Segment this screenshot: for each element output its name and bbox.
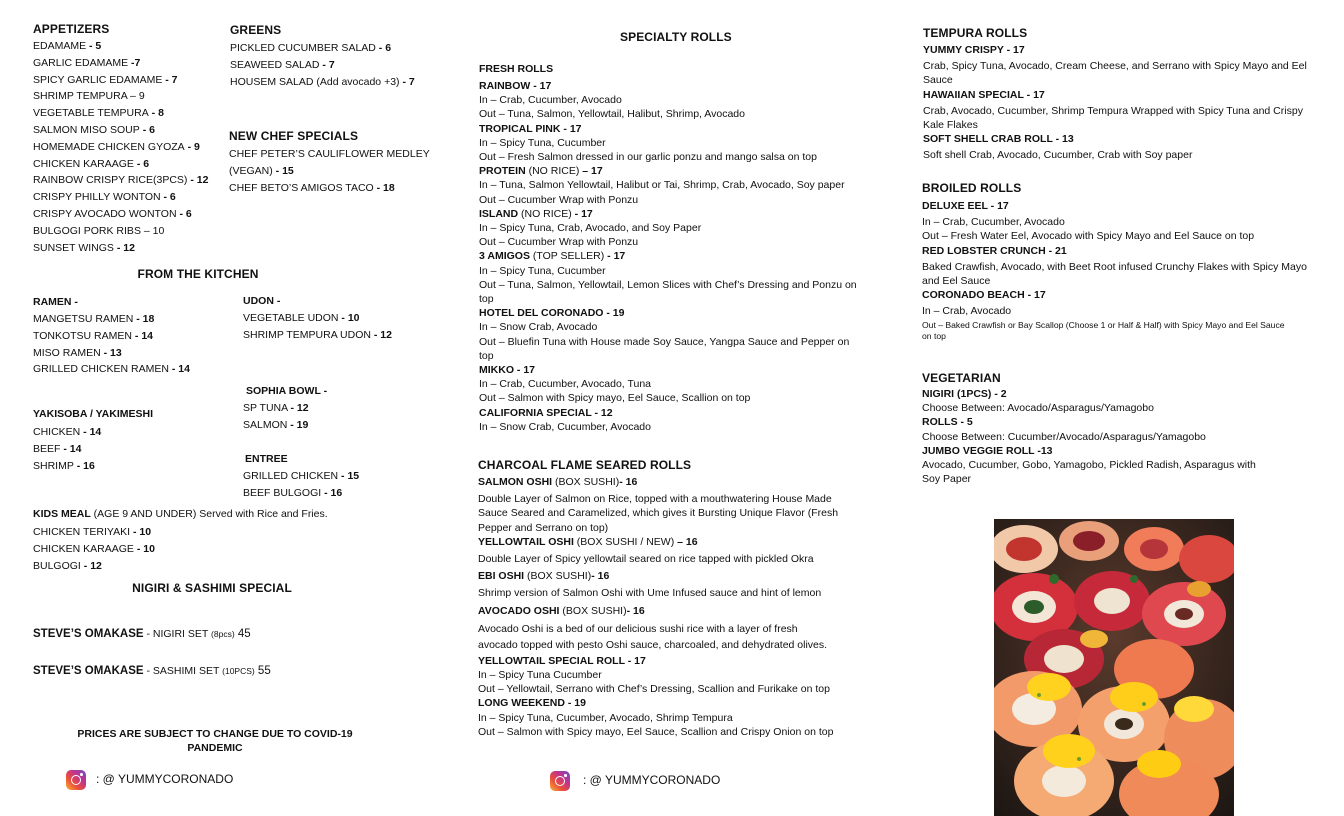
roll-price: - 17 — [560, 122, 582, 135]
roll-price: - 17 — [1003, 44, 1025, 56]
menu-item — [33, 88, 208, 105]
entree-title: ENTREE — [245, 453, 288, 465]
roll-note: (BOX SUSHI) — [552, 476, 620, 488]
roll-note: (BOX SUSHI) — [524, 570, 592, 583]
item-name: PICKLED CUCUMBER SALAD — [230, 42, 376, 54]
item-price: - 18 — [373, 181, 395, 194]
menu-item — [243, 400, 309, 417]
item-name: MISO RAMEN — [33, 346, 101, 359]
omakase-name: STEVE’S OMAKASE — [33, 665, 144, 677]
roll-name-row — [479, 249, 857, 263]
roll-desc: Out – Fresh Water Eel, Avocado with Spicy Mayo and Eel Sauce on top — [922, 230, 1255, 243]
item-price: - 13 — [100, 346, 122, 359]
roll-desc: Avocado, Cucumber, Gobo, Yamagobo, Pickled Radish, Asparagus with — [922, 459, 1256, 472]
menu-item — [33, 206, 208, 223]
sushi-photo — [994, 519, 1234, 816]
item-name: CHICKEN KARAAGE — [33, 542, 134, 555]
covid-notice-line2: PANDEMIC — [187, 742, 243, 754]
roll-name-row — [922, 387, 1256, 401]
menu-item — [229, 180, 430, 197]
roll-desc: In – Crab, Cucumber, Avocado, Tuna — [479, 378, 651, 391]
omakase-price: 55 — [254, 665, 271, 677]
item-price: - 7 — [402, 75, 415, 88]
roll-desc: Choose Between: Avocado/Asparagus/Yamagobo — [922, 402, 1154, 415]
roll-desc: In – Spicy Tuna, Cucumber — [479, 136, 606, 149]
menu-item — [33, 311, 190, 328]
roll-desc: In – Crab, Cucumber, Avocado — [479, 94, 622, 107]
roll-price: - 12 — [591, 406, 613, 419]
item-price: - 16 — [73, 459, 95, 472]
roll-name-row — [479, 363, 857, 377]
item-price: - 16 — [324, 486, 343, 499]
menu-item — [33, 105, 208, 122]
roll-price: - 16 — [626, 604, 645, 617]
roll-name-row — [478, 604, 838, 618]
item-name: SHRIMP TEMPURA — [33, 90, 128, 103]
item-name: CHEF BETO’S AMIGOS TACO — [229, 181, 374, 194]
item-price: - 12 — [187, 174, 209, 187]
roll-desc: Soft shell Crab, Avocado, Cucumber, Crab with Soy paper — [923, 149, 1193, 162]
roll-name-row — [479, 306, 857, 320]
specialty-rolls-title: SPECIALTY ROLLS — [620, 30, 732, 44]
roll-desc: Out – Yellowtail, Serrano with Chef’s Dressing, Scallion and Furikake on top — [478, 683, 830, 696]
item-name: SHRIMP — [33, 459, 74, 472]
item-name: SEAWEED SALAD — [230, 58, 320, 71]
item-price: - 15 — [272, 164, 294, 177]
greens-list — [230, 40, 415, 90]
roll-price: - 19 — [603, 307, 625, 320]
menu-item — [33, 172, 208, 189]
item-price: – 10 — [140, 224, 165, 237]
tempura-rolls-list — [923, 43, 1307, 163]
roll-desc: In – Spicy Tuna, Cucumber, Avocado, Shrimp Tempura — [478, 711, 733, 724]
menu-item — [230, 57, 415, 74]
menu-item: CHEF PETER’S CAULIFLOWER MEDLEY — [229, 148, 430, 160]
roll-name-row — [479, 79, 857, 93]
menu-item — [243, 327, 392, 344]
kids-meal-title: KIDS MEAL — [33, 508, 91, 520]
menu-item — [33, 55, 208, 72]
roll-price: - 16 — [591, 570, 610, 583]
new-chef-specials-list — [229, 146, 430, 196]
roll-price: - 17 — [1023, 88, 1045, 101]
roll-desc: top — [479, 349, 494, 362]
kids-meal-list — [33, 524, 155, 574]
roll-desc: In – Spicy Tuna Cucumber — [478, 669, 602, 682]
udon-title: UDON - — [243, 295, 281, 307]
item-name: RAINBOW CRISPY RICE(3PCS) — [33, 174, 188, 187]
menu-item — [229, 163, 430, 180]
menu-item — [243, 485, 359, 502]
item-price: - 6 — [160, 191, 176, 204]
menu-item — [243, 417, 309, 434]
roll-name-row — [478, 569, 838, 583]
item-name: VEGETABLE TEMPURA — [33, 107, 149, 120]
roll-price: - 17 — [514, 364, 536, 377]
roll-desc-small: Out – Baked Crawfish or Bay Scallop (Choose 1 or Half & Half) with Spicy Mayo and Eel Sauce — [922, 319, 1285, 330]
omakase-set: - SASHIMI SET — [143, 665, 223, 677]
menu-item — [33, 156, 208, 173]
roll-desc: Out – Cucumber Wrap with Ponzu — [479, 193, 639, 206]
menu-item — [33, 38, 208, 55]
roll-name-row — [478, 535, 838, 549]
roll-desc: In – Crab, Avocado — [922, 305, 1012, 318]
menu-item — [230, 40, 415, 57]
item-name: CRISPY PHILLY WONTON — [33, 191, 161, 204]
ramen-title: RAMEN - — [33, 296, 78, 308]
roll-name-row — [923, 43, 1307, 57]
item-name: HOUSEM SALAD (Add avocado +3) — [230, 75, 403, 88]
roll-price: - 21 — [1045, 244, 1067, 257]
item-name: SUNSET WINGS — [33, 241, 114, 254]
item-price: -7 — [128, 56, 141, 69]
yakisoba-title: YAKISOBA / YAKIMESHI — [33, 408, 154, 420]
roll-name-row — [478, 654, 838, 668]
sushi-photo-art — [994, 519, 1234, 816]
tempura-rolls-title: TEMPURA ROLLS — [923, 26, 1028, 40]
menu-item — [33, 122, 208, 139]
roll-name: 3 AMIGOS — [479, 250, 530, 263]
roll-name-row — [479, 164, 857, 178]
menu-item — [33, 189, 208, 206]
roll-name-row — [479, 406, 857, 420]
instagram-icon[interactable] — [550, 771, 570, 791]
roll-price: - 16 — [619, 476, 638, 488]
roll-name-row — [478, 696, 838, 710]
item-price: - 9 — [184, 140, 200, 153]
roll-name: JUMBO VEGGIE ROLL — [922, 444, 1035, 457]
item-price: - 5 — [86, 40, 102, 52]
item-price: - 14 — [168, 363, 190, 376]
roll-price: - 17 — [987, 200, 1009, 212]
roll-name-row — [922, 288, 1307, 302]
from-kitchen-title: FROM THE KITCHEN — [137, 267, 259, 281]
nigiri-sashimi-title: NIGIRI & SASHIMI SPECIAL — [132, 581, 292, 595]
charcoal-rolls-title: CHARCOAL FLAME SEARED ROLLS — [478, 458, 692, 472]
item-name: BEEF — [33, 442, 61, 455]
roll-name: LONG WEEKEND — [478, 697, 565, 710]
roll-name: CORONADO BEACH — [922, 289, 1025, 302]
omakase-pcs: (8pcs) — [211, 629, 235, 639]
item-price: – 9 — [127, 90, 145, 103]
menu-item — [33, 223, 208, 240]
roll-price: - 13 — [1052, 133, 1074, 146]
roll-name: MIKKO — [479, 364, 514, 377]
roll-desc: top — [479, 293, 494, 306]
roll-price: - 17 — [1024, 289, 1046, 302]
roll-name-row — [922, 444, 1256, 458]
item-name: HOMEMADE CHICKEN GYOZA — [33, 140, 185, 153]
roll-name: NIGIRI (1PCS) — [922, 388, 992, 400]
roll-desc: In – Tuna, Salmon Yellowtail, Halibut or Tai, Shrimp, Crab, Avocado, Soy paper — [479, 179, 845, 192]
roll-desc: Out – Tuna, Salmon, Yellowtail, Halibut, Shrimp, Avocado — [479, 108, 745, 121]
roll-desc: and Eel Sauce — [922, 275, 991, 288]
roll-note: (TOP SELLER) — [529, 250, 605, 263]
roll-desc: Out – Cucumber Wrap with Ponzu — [479, 236, 639, 249]
roll-desc: In – Snow Crab, Avocado — [479, 321, 598, 334]
item-price: - 18 — [133, 313, 155, 325]
item-price: - 19 — [290, 418, 309, 431]
item-name: VEGETABLE UDON — [243, 312, 339, 324]
roll-desc: Double Layer of Spicy yellowtail seared on rice tapped with pickled Okra — [478, 553, 814, 566]
omakase-set: - NIGIRI SET — [143, 628, 212, 640]
roll-name: ROLLS — [922, 416, 958, 429]
roll-desc: Kale Flakes — [923, 119, 978, 132]
fresh-rolls-list — [479, 79, 857, 434]
entree-list — [243, 468, 359, 502]
roll-price: - 5 — [957, 416, 973, 429]
vegetarian-title: VEGETARIAN — [922, 371, 1001, 385]
roll-name: SALMON OSHI — [478, 476, 553, 488]
roll-desc: In – Spicy Tuna, Crab, Avocado, and Soy Paper — [479, 222, 702, 235]
roll-price: - 17 — [604, 250, 626, 263]
roll-desc: Sauce — [923, 74, 953, 87]
roll-name: SOFT SHELL CRAB ROLL — [923, 133, 1053, 146]
menu-item — [230, 74, 415, 91]
new-chef-specials-title: NEW CHEF SPECIALS — [229, 129, 359, 143]
menu-item — [33, 328, 190, 345]
udon-list — [243, 310, 392, 344]
broiled-rolls-title: BROILED ROLLS — [922, 181, 1022, 195]
roll-desc: Soy Paper — [922, 473, 972, 486]
roll-name: RAINBOW — [479, 80, 531, 92]
roll-desc: Double Layer of Salmon on Rice, topped with a mouthwatering House Made — [478, 493, 832, 506]
roll-name: TROPICAL PINK — [479, 122, 561, 135]
roll-name: AVOCADO OSHI — [478, 604, 560, 617]
item-name: SHRIMP TEMPURA UDON — [243, 328, 371, 341]
covid-notice-line1: PRICES ARE SUBJECT TO CHANGE DUE TO COVID-19 — [77, 728, 353, 740]
item-price: - 10 — [133, 542, 155, 555]
item-name: MANGETSU RAMEN — [33, 313, 134, 325]
roll-name: PROTEIN — [479, 165, 526, 178]
item-price: - 10 — [130, 526, 152, 538]
roll-price: - 17 — [624, 654, 646, 667]
roll-note: (BOX SUSHI) — [559, 604, 627, 617]
roll-desc: In – Crab, Cucumber, Avocado — [922, 216, 1065, 229]
sophia-bowl-title: SOPHIA BOWL - — [246, 385, 328, 397]
roll-price: – 16 — [674, 535, 698, 548]
roll-name-row — [923, 132, 1307, 146]
roll-name: DELUXE EEL — [922, 200, 988, 212]
item-name: TONKOTSU RAMEN — [33, 329, 132, 342]
item-price: - 14 — [80, 426, 102, 438]
menu-item — [33, 361, 190, 378]
roll-desc: Baked Crawfish, Avocado, with Beet Root infused Crunchy Flakes with Spicy Mayo — [922, 260, 1307, 273]
roll-price: – 17 — [579, 165, 603, 178]
item-price: - 12 — [290, 402, 309, 414]
fresh-rolls-title: FRESH ROLLS — [479, 63, 554, 75]
item-name: EDAMAME — [33, 40, 87, 52]
roll-name: ISLAND — [479, 207, 519, 220]
roll-desc: Shrimp version of Salmon Oshi with Ume Infused sauce and hint of lemon — [478, 587, 822, 600]
roll-desc: Out – Salmon with Spicy mayo, Eel Sauce, Scallion and Crispy Onion on top — [478, 725, 834, 738]
roll-name: CALIFORNIA SPECIAL — [479, 406, 592, 419]
item-name: CHICKEN TERIYAKI — [33, 526, 131, 538]
roll-desc: Out – Bluefin Tuna with House made Soy Sauce, Yangpa Sauce and Pepper on — [479, 335, 850, 348]
item-price: - 6 — [176, 207, 192, 220]
roll-desc: Crab, Avocado, Cucumber, Shrimp Tempura Wrapped with Spicy Tuna and Crispy — [923, 104, 1303, 117]
roll-name-row — [922, 199, 1307, 213]
broiled-rolls-list — [922, 199, 1307, 342]
sophia-bowl-list — [243, 400, 309, 434]
ramen-list — [33, 311, 190, 378]
item-price: - 12 — [113, 241, 135, 254]
roll-name-row — [922, 244, 1307, 258]
item-price: - 14 — [131, 329, 153, 342]
kids-meal-desc: (AGE 9 AND UNDER) Served with Rice and Fries. — [90, 508, 328, 520]
roll-note: (NO RICE) — [518, 207, 572, 220]
roll-name: HOTEL DEL CORONADO — [479, 307, 604, 320]
roll-price: - 2 — [991, 388, 1007, 400]
menu-item — [33, 524, 155, 541]
kids-meal-header — [33, 508, 328, 522]
roll-desc: Out – Tuna, Salmon, Yellowtail, Lemon Slices with Chef’s Dressing and Ponzu on — [479, 278, 857, 291]
roll-desc-small: on top — [922, 330, 946, 341]
roll-name: RED LOBSTER CRUNCH — [922, 244, 1046, 257]
item-name: BULGOGI — [33, 559, 81, 572]
roll-name: EBI OSHI — [478, 570, 525, 583]
roll-name-row — [923, 88, 1307, 102]
greens-title: GREENS — [230, 23, 282, 37]
roll-note: (NO RICE) — [525, 165, 580, 178]
appetizers-title: APPETIZERS — [33, 22, 110, 36]
roll-desc: Sauce Seared and Caramelized, which gives it Bursting Unique Flavor (Fresh — [478, 507, 839, 520]
roll-name-row — [922, 415, 1256, 429]
roll-desc: Crab, Spicy Tuna, Avocado, Cream Cheese, and Serrano with Spicy Mayo and Eel — [923, 60, 1307, 73]
roll-name-row — [479, 122, 857, 136]
omakase-pcs: (10PCS) — [222, 666, 255, 676]
item-name: SALMON MISO SOUP — [33, 123, 140, 136]
appetizers-list — [33, 38, 208, 256]
charcoal-rolls-list — [478, 475, 838, 739]
roll-price: - 19 — [564, 697, 586, 710]
item-name: (VEGAN) — [229, 164, 273, 177]
roll-name-row — [479, 207, 857, 221]
yakisoba-list — [33, 424, 101, 474]
item-name: SALMON — [243, 418, 291, 431]
covid-notice — [60, 727, 370, 755]
omakase-sashimi-row — [33, 664, 271, 679]
item-name: CRISPY AVOCADO WONTON — [33, 207, 177, 220]
item-price: - 14 — [60, 442, 82, 455]
roll-price: - 17 — [530, 80, 552, 92]
menu-item — [33, 458, 101, 475]
item-price: - 15 — [341, 470, 360, 482]
roll-name: YELLOWTAIL SPECIAL ROLL — [478, 654, 625, 667]
item-price: - 8 — [148, 107, 164, 120]
item-name: SP TUNA — [243, 402, 291, 414]
instagram-icon[interactable] — [66, 770, 86, 790]
roll-desc: avocado topped with pesto Oshi sauce, charcoaled, and dehydrated olives. — [478, 639, 828, 652]
item-name: SPICY GARLIC EDAMAME — [33, 73, 163, 86]
item-name: BEEF BULGOGI — [243, 486, 325, 499]
roll-desc: Avocado Oshi is a bed of our delicious sushi rice with a layer of fresh — [478, 622, 798, 635]
item-name: CHICKEN KARAAGE — [33, 157, 134, 170]
roll-desc: In – Spicy Tuna, Cucumber — [479, 264, 606, 277]
menu-item — [33, 441, 101, 458]
menu-item — [33, 541, 155, 558]
item-price: - 6 — [133, 157, 150, 170]
roll-desc: Choose Between: Cucumber/Avocado/Asparagus/Yamagobo — [922, 430, 1206, 443]
vegetarian-list — [922, 387, 1256, 486]
item-price: - 12 — [80, 559, 102, 572]
roll-desc: Out – Salmon with Spicy mayo, Eel Sauce, Scallion on top — [479, 392, 751, 405]
menu-item — [33, 240, 208, 257]
menu-item — [33, 558, 155, 575]
item-price: - 7 — [162, 73, 178, 86]
roll-note: (BOX SUSHI / NEW) — [573, 535, 675, 548]
item-price: - 10 — [338, 312, 360, 324]
roll-desc: Pepper and Serrano on top) — [478, 521, 609, 534]
menu-item — [33, 345, 190, 362]
item-price: - 7 — [319, 58, 335, 71]
item-name: GRILLED CHICKEN — [243, 470, 342, 482]
instagram-handle[interactable]: : @ YUMMYCORONADO — [583, 773, 721, 787]
roll-name-row — [478, 475, 838, 489]
omakase-nigiri-row — [33, 627, 251, 642]
menu-item — [33, 424, 101, 441]
roll-name: HAWAIIAN SPECIAL — [923, 88, 1024, 101]
roll-name: YUMMY CRISPY — [923, 44, 1004, 56]
roll-price: -13 — [1034, 444, 1053, 457]
menu-item — [33, 72, 208, 89]
item-price: - 12 — [370, 328, 392, 341]
roll-desc: In – Snow Crab, Cucumber, Avocado — [479, 420, 651, 433]
item-name: GRILLED CHICKEN RAMEN — [33, 363, 169, 376]
omakase-name: STEVE’S OMAKASE — [33, 628, 144, 640]
roll-name: YELLOWTAIL OSHI — [478, 535, 574, 548]
item-name: GARLIC EDAMAME — [33, 56, 129, 69]
menu-item — [33, 139, 208, 156]
item-name: CHICKEN — [33, 426, 81, 438]
omakase-price: 45 — [234, 628, 251, 640]
item-name: BULGOGI PORK RIBS — [33, 224, 141, 237]
item-price: - 6 — [139, 123, 155, 136]
item-price: - 6 — [375, 42, 392, 54]
menu-item — [243, 468, 359, 485]
roll-desc: Out – Fresh Salmon dressed in our garlic ponzu and mango salsa on top — [479, 151, 817, 164]
roll-price: - 17 — [571, 207, 593, 220]
instagram-handle[interactable]: : @ YUMMYCORONADO — [96, 772, 234, 786]
menu-item — [243, 310, 392, 327]
